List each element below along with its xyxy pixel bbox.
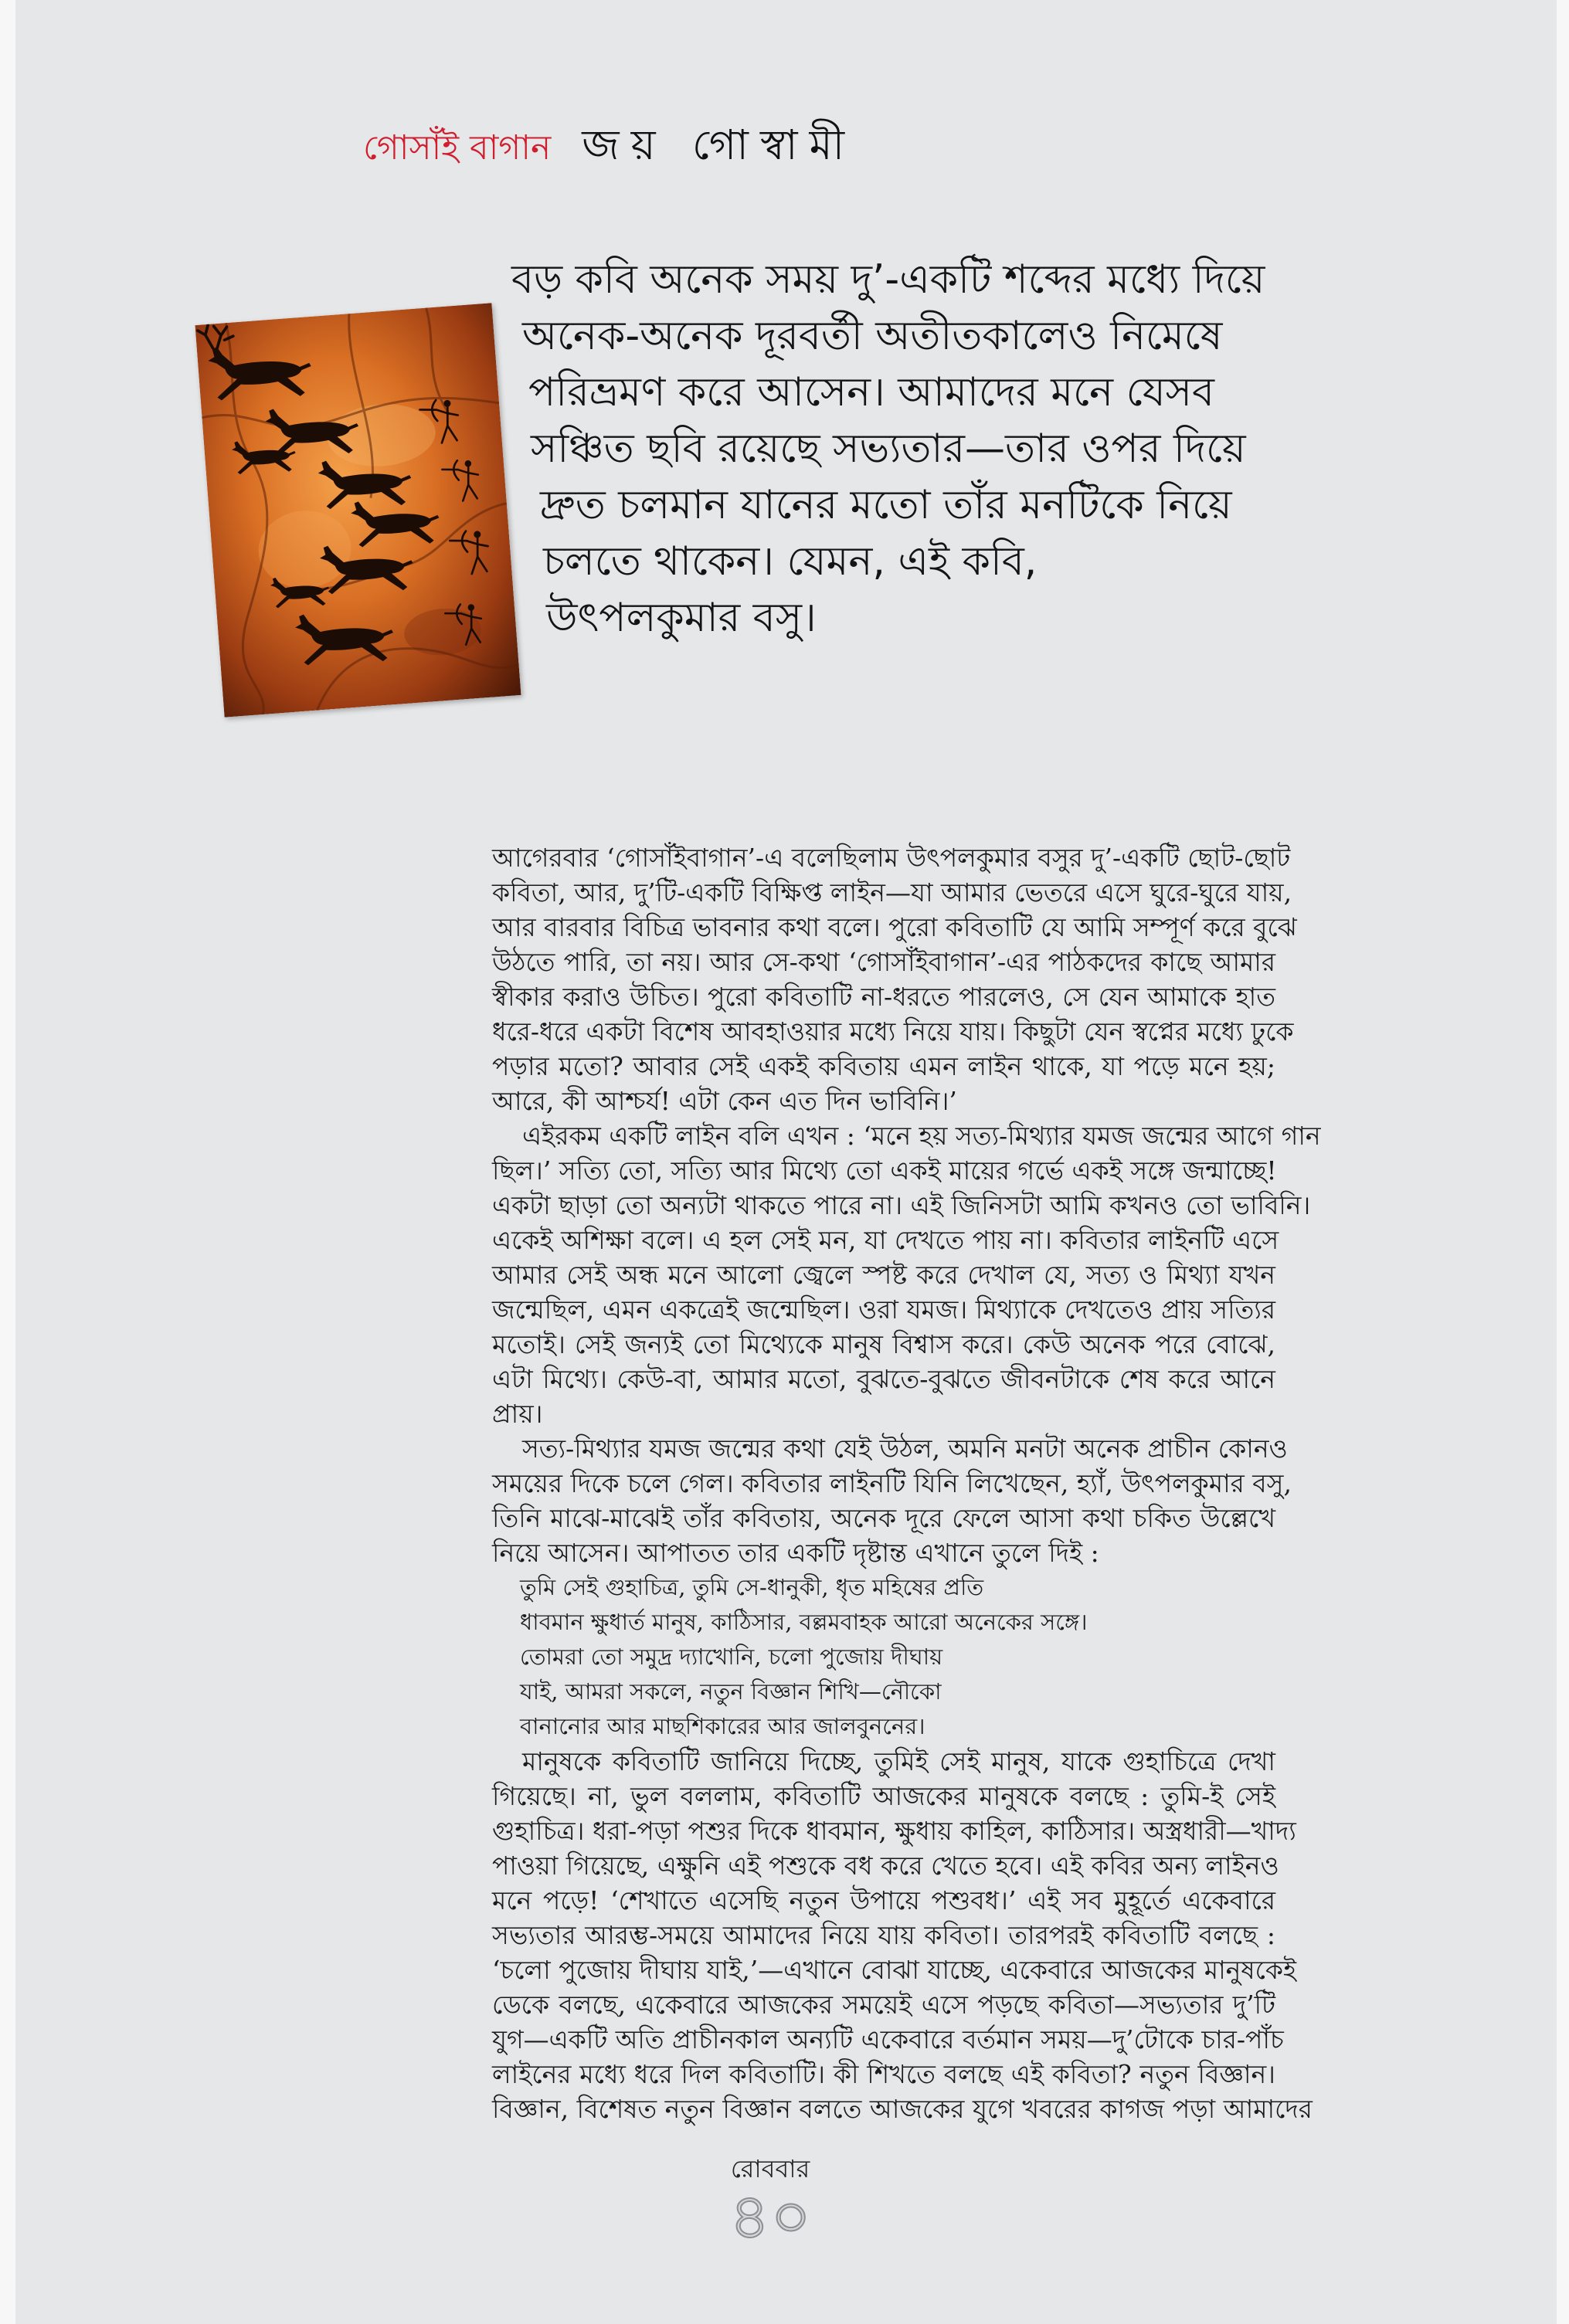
poem-line: যাই, আমরা সকলে, নতুন বিজ্ঞান শিখি—নৌকো: [520, 1678, 942, 1705]
paragraph-3: [492, 1431, 1292, 1570]
article-body: [492, 840, 1321, 2126]
poem-line: তুমি সেই গুহাচিত্র, তুমি সে-ধানুকী, ধৃত মহিষের প্রতি: [520, 1574, 984, 1600]
column-header: [363, 113, 856, 182]
column-title: গোসাঁই বাগান: [363, 128, 552, 168]
article-line: একটা ছাড়া তো অন্যটা থাকতে পারে না। এই জিনিসটা আমি কখনও তো ভাবিনি।: [492, 1190, 1311, 1220]
article-line: পাওয়া গিয়েছে, এক্ষুনি এই পশুকে বধ করে খেতে হবে। এই কবির অন্য লাইনও: [492, 1851, 1279, 1881]
poem-line: তোমরা তো সমুদ্র দ্যাখোনি, চলো পুজোয় দীঘায়: [520, 1644, 943, 1670]
article-line: তিনি মাঝে-মাঝেই তাঁর কবিতায়, অনেক দূরে ফেলে আসা কথা চকিত উল্লেখে: [492, 1503, 1275, 1533]
article-line: সভ্যতার আরম্ভ-সময়ে আমাদের নিয়ে যায় কবিতা। তারপরই কবিতাটি বলছে :: [492, 1920, 1275, 1950]
pull-quote-line: চলতে থাকেন। যেমন, এই কবি,: [543, 538, 1038, 585]
article-line: ‘চলো পুজোয় দীঘায় যাই,’—এখানে বোঝা যাচ্ছে, একেবারে আজকের মানুষকেই: [492, 1955, 1297, 1985]
article-line: আর বারবার বিচিত্র ভাবনার কথা বলে। পুরো কবিতাটি যে আমি সম্পূর্ণ করে বুঝে: [492, 912, 1297, 942]
article-line: ছিল।’ সত্যি তো, সত্যি আর মিথ্যে তো একই মায়ের গর্ভে একই সঙ্গে জন্মাচ্ছে!: [492, 1155, 1277, 1186]
article-line: পড়ার মতো? আবার সেই একই কবিতায় এমন লাইন থাকে, যা পড়ে মনে হয়;: [492, 1051, 1275, 1081]
article-line: জন্মেছিল, এমন একত্রেই জন্মেছিল। ওরা যমজ। মিথ্যাকে দেখতেও প্রায় সত্যির: [492, 1294, 1275, 1325]
pull-quote-line: বড় কবি অনেক সময় দু’-একটি শব্দের মধ্যে দিয়ে: [511, 256, 1265, 303]
page-number: ৪০: [728, 2180, 812, 2254]
article-line: উঠতে পারি, তা নয়। আর সে-কথা ‘গোসাঁইবাগান’-এর পাঠকদের কাছে আমার: [492, 947, 1275, 977]
poem-line: ধাবমান ক্ষুধার্ত মানুষ, কাঠিসার, বল্লমবাহক আরো অনেকের সঙ্গে।: [520, 1609, 1088, 1635]
article-line: নিয়ে আসেন। আপাতত তার একটি দৃষ্টান্ত এখানে তুলে দিই :: [492, 1538, 1099, 1568]
article-line: আমার সেই অন্ধ মনে আলো জ্বেলে স্পষ্ট করে দেখাল যে, সত্য ও মিথ্যা যখন: [492, 1260, 1275, 1290]
pull-quote-line: সঞ্চিত ছবি রয়েছে সভ্যতার—তার ওপর দিয়ে: [531, 426, 1246, 472]
paragraph-2: [492, 1118, 1321, 1431]
article-line: মনে পড়ে! ‘শেখাতে এসেছি নতুন উপায়ে পশুবধ।’ এই সব মুহূর্তে একেবারে: [492, 1885, 1275, 1915]
article-line: লাইনের মধ্যে ধরে দিল কবিতাটি। কী শিখতে বলছে এই কবিতা? নতুন বিজ্ঞান।: [492, 2059, 1275, 2089]
poem-line: বানানোর আর মাছশিকারের আর জালবুননের।: [520, 1713, 925, 1739]
pull-quote-line: অনেক-অনেক দূরবর্তী অতীতকালেও নিমেষে: [522, 313, 1223, 359]
article-line: বিজ্ঞান, বিশেষত নতুন বিজ্ঞান বলতে আজকের যুগে খবরের কাগজ পড়া আমাদের: [492, 2094, 1313, 2124]
article-line: ধরে-ধরে একটা বিশেষ আবহাওয়ার মধ্যে নিয়ে যায়। কিছুটা যেন স্বপ্নের মধ্যে ঢুকে: [492, 1016, 1294, 1047]
article-line: কবিতা, আর, দু’টি-একটি বিক্ষিপ্ত লাইন—যা আমার ভেতরে এসে ঘুরে-ঘুরে যায়,: [492, 877, 1292, 908]
pull-quote-line: দ্রুত চলমান যানের মতো তাঁর মনটিকে নিয়ে: [540, 482, 1232, 528]
magazine-name: রোববার: [730, 2154, 810, 2183]
article-line: এটা মিথ্যে। কেউ-বা, আমার মতো, বুঝতে-বুঝতে জীবনটাকে শেষ করে আনে: [492, 1364, 1275, 1394]
article-line: যুগ—একটি অতি প্রাচীনকাল অন্যটি একেবারে বর্তমান সময়—দু’টোকে চার-পাঁচ: [492, 2024, 1284, 2054]
article-line: সত্য-মিথ্যার যমজ জন্মের কথা যেই উঠল, অমনি মনটা অনেক প্রাচীন কোনও: [522, 1433, 1288, 1464]
pull-quote: [511, 252, 1265, 646]
article-line: আগেরবার ‘গোসাঁইবাগান’-এ বলেছিলাম উৎপলকুমার বসুর দু’-একটি ছোট-ছোট: [492, 843, 1291, 873]
article-line: আরে, কী আশ্চর্য! এটা কেন এত দিন ভাবিনি।’: [492, 1086, 957, 1116]
page-margin-right: [1557, 0, 1569, 2324]
article-line: গুহাচিত্র। ধরা-পড়া পশুর দিকে ধাবমান, ক্ষুধায় কাহিল, কাঠিসার। অস্ত্রধারী—খাদ্য: [492, 1816, 1296, 1846]
author-name: জয় গোস্বামী: [582, 120, 857, 169]
article-line: স্বীকার করাও উচিত। পুরো কবিতাটি না-ধরতে পারলেও, সে যেন আমাকে হাত: [492, 982, 1275, 1012]
poem-excerpt: [492, 1570, 1275, 1744]
cave-painting-illustration: [195, 303, 521, 717]
article-line: এইরকম একটি লাইন বলি এখন : ‘মনে হয় সত্য-মিথ্যার যমজ জন্মের আগে গান: [522, 1121, 1321, 1151]
paragraph-1: [492, 840, 1297, 1118]
paragraph-4: [492, 1744, 1313, 2126]
page-footer: [693, 2152, 847, 2254]
article-line: মতোই। সেই জন্যই তো মিথ্যেকে মানুষ বিশ্বাস করে। কেউ অনেক পরে বোঝে,: [492, 1329, 1275, 1359]
article-line: মানুষকে কবিতাটি জানিয়ে দিচ্ছে, তুমিই সেই মানুষ, যাকে গুহাচিত্রে দেখা: [522, 1746, 1275, 1776]
article-line: সময়ের দিকে চলে গেল। কবিতার লাইনটি যিনি লিখেছেন, হ্যাঁ, উৎপলকুমার বসু,: [492, 1468, 1292, 1498]
pull-quote-line: উৎপলকুমার বসু।: [546, 595, 817, 641]
article-line: একেই অশিক্ষা বলে। এ হল সেই মন, যা দেখতে পায় না। কবিতার লাইনটি এসে: [492, 1225, 1279, 1255]
article-line: প্রায়।: [492, 1399, 543, 1429]
article-line: ডেকে বলছে, একেবারে আজকের সময়েই এসে পড়ছে কবিতা—সভ্যতার দু’টি: [492, 1990, 1275, 2020]
page-margin-left: [0, 0, 15, 2324]
article-line: গিয়েছে। না, ভুল বললাম, কবিতাটি আজকের মানুষকে বলছে : তুমি-ই সেই: [492, 1781, 1275, 1811]
cave-painting: [195, 303, 521, 717]
pull-quote-line: পরিভ্রমণ করে আসেন। আমাদের মনে যেসব: [528, 369, 1214, 416]
